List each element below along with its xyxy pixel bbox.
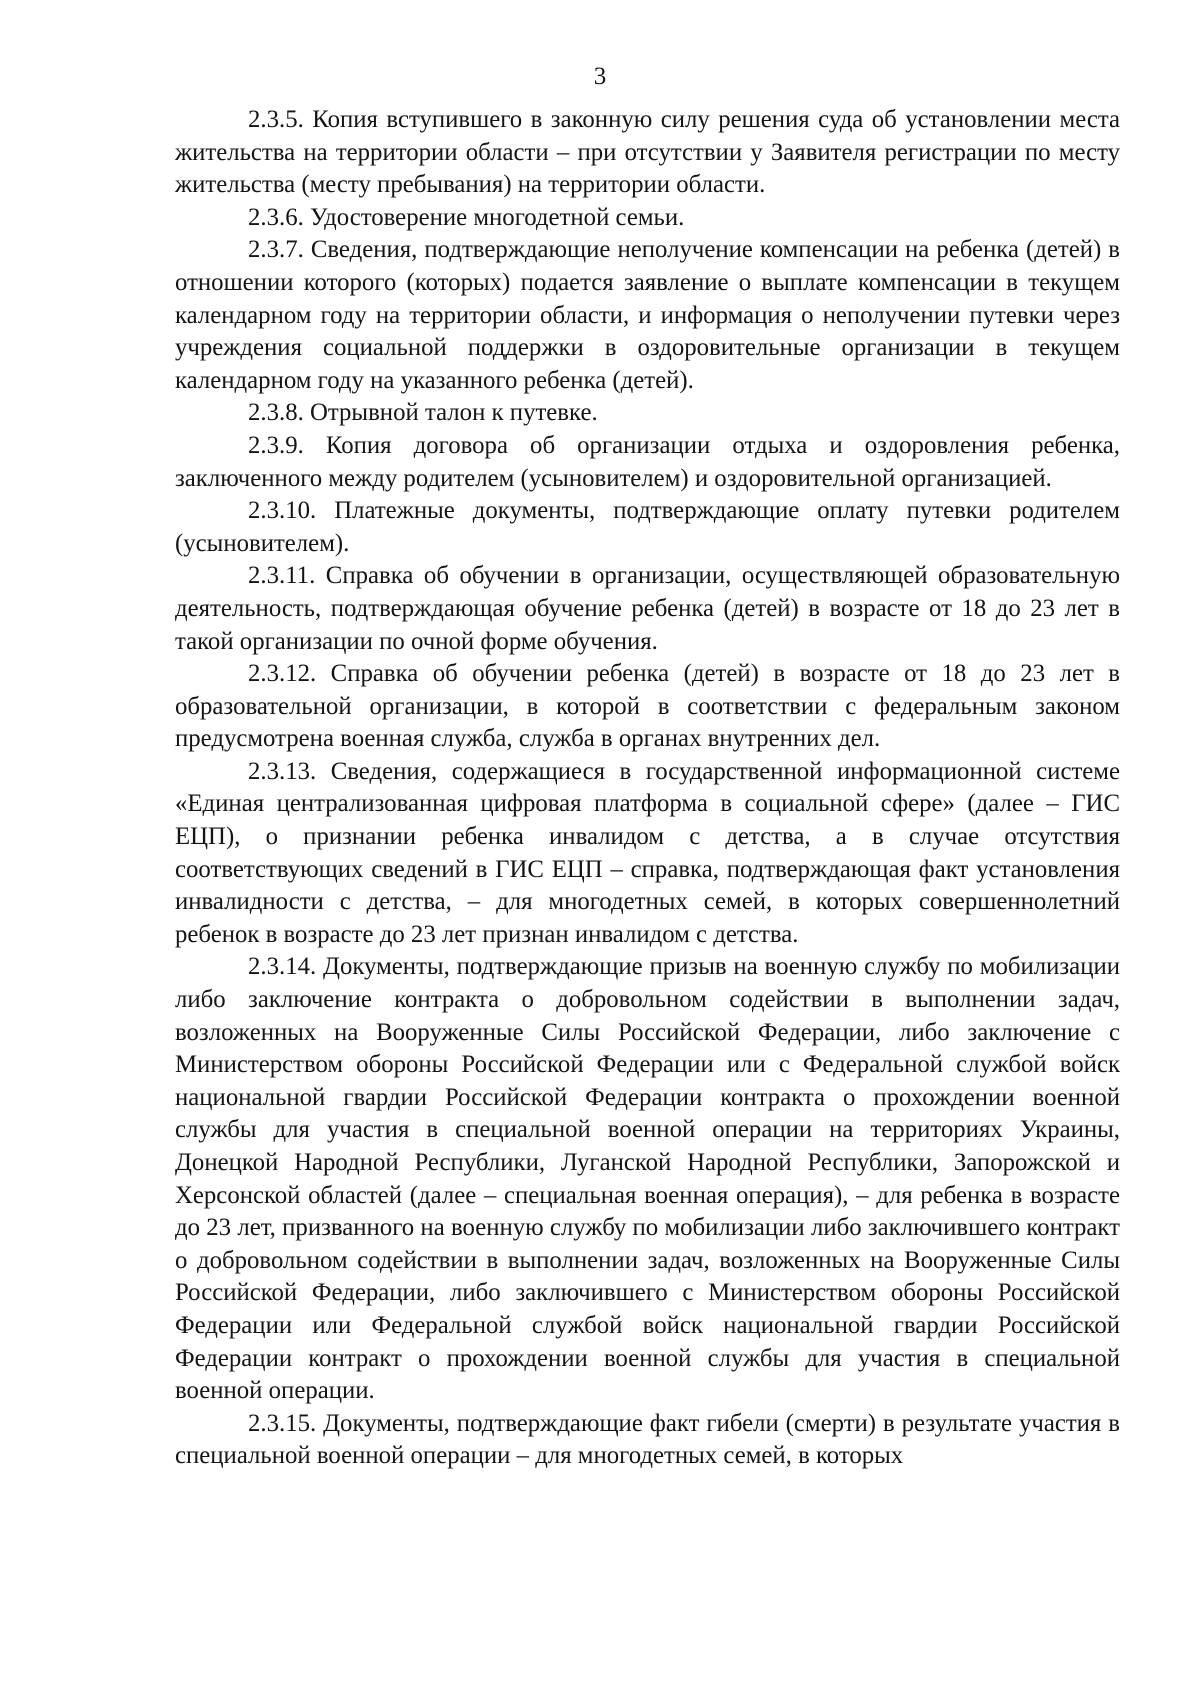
paragraph-2-3-12: 2.3.12. Справка об обучении ребенка (детей) в возрасте от 18 до 23 лет в образовательной организации, в которой в соответствии с федеральным законом предусмотрена военная служба, служба в органах внутренних дел. — [175, 660, 1120, 753]
paragraph-2-3-14: 2.3.14. Документы, подтверждающие призыв на военную службу по мобилизации либо заключение контракта о добровольном содействии в выполнении задач, возложенных на Вооруженные Силы Российской Федерации, либо заключение с Министерством обороны Российской Федерации или с Федеральной службой войск национальной гвардии Российской Федерации контракта о прохождении военной службы для участия в специальной военной операции на территориях Украины, Донецкой Народной Республики, Луганской Народной Республики, Запорожской и Херсонской областей (далее – специальная военная операция), – для ребенка в возрасте до 23 лет, призванного на военную службу по мобилизации либо заключившего контракт о добровольном содействии в выполнении задач, возложенных на Вооруженные Силы Российской Федерации, либо заключившего с Министерством обороны Российской Федерации или Федеральной службой войск национальной гвардии Российской Федерации контракт о прохождении военной службы для участия в специальной военной операции. — [175, 953, 1120, 1405]
paragraph-2-3-5: 2.3.5. Копия вступившего в законную силу решения суда об установлении места жительства на территории области – при отсутствии у Заявителя регистрации по месту жительства (месту пребывания) на территории области. — [175, 106, 1120, 199]
paragraph-2-3-15: 2.3.15. Документы, подтверждающие факт гибели (смерти) в результате участия в специальной военной операции – для многодетных семей, в которых — [175, 1409, 1120, 1470]
paragraph-2-3-13: 2.3.13. Сведения, содержащиеся в государственной информационной системе «Единая централизованная цифровая платформа в социальной сфере» (далее – ГИС ЕЦП), о признании ребенка инвалидом с детства, а в случае отсутствия соответствующих сведений в ГИС ЕЦП – справка, подтверждающая факт установления инвалидности с детства, – для многодетных семей, в которых совершеннолетний ребенок в возрасте до 23 лет признан инвалидом с детства. — [175, 757, 1120, 948]
paragraph-2-3-11: 2.3.11. Справка об обучении в организации, осуществляющей образовательную деятельность, подтверждающая обучение ребенка (детей) в возрасте от 18 до 23 лет в такой организации по очной форме обучения. — [175, 562, 1120, 655]
paragraph-2-3-10: 2.3.10. Платежные документы, подтверждающие оплату путевки родителем (усыновителем). — [175, 497, 1120, 557]
paragraph-2-3-6: 2.3.6. Удостоверение многодетной семьи. — [248, 203, 685, 231]
paragraph-2-3-8: 2.3.8. Отрывной талон к путевке. — [248, 399, 598, 427]
document-body — [175, 104, 1120, 1473]
page-number: 3 — [593, 63, 607, 90]
paragraph-2-3-7: 2.3.7. Сведения, подтверждающие неполучение компенсации на ребенка (детей) в отношении которого (которых) подается заявление о выплате компенсации в текущем календарном году на территории области, и информация о неполучении путевки через учреждения социальной поддержки в оздоровительные организации в текущем календарном году на указанного ребенка (детей). — [175, 236, 1120, 394]
paragraph-2-3-9: 2.3.9. Копия договора об организации отдыха и оздоровления ребенка, заключенного между родителем (усыновителем) и оздоровительной организацией. — [175, 431, 1120, 492]
